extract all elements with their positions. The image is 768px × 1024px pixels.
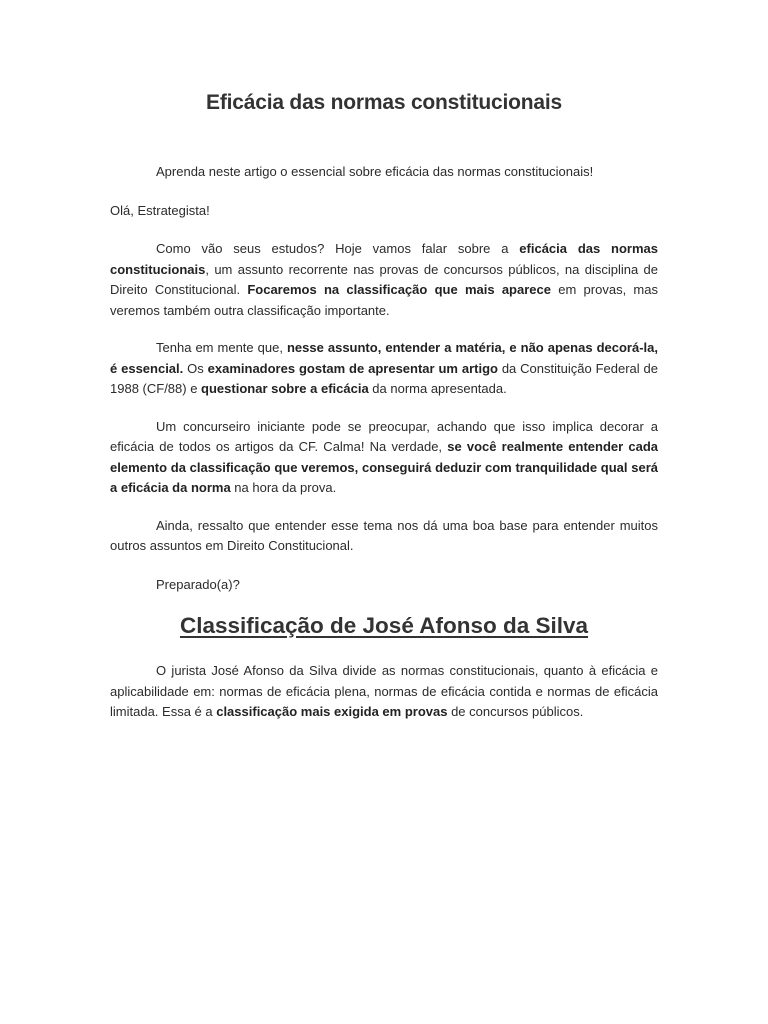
- intro-paragraph: Aprenda neste artigo o essencial sobre eficácia das normas constitucionais!: [156, 164, 594, 179]
- greeting-paragraph: Olá, Estrategista!: [110, 202, 210, 218]
- paragraph-2-text-2: Os: [183, 360, 208, 376]
- paragraph-2-text-4: da norma apresentada.: [368, 381, 507, 396]
- paragraph-3-bold-1: se você realmente entender cada elemento da classificação que veremos, conseguirá deduzir com tranquilidade qual será a eficácia da norma: [110, 439, 658, 495]
- paragraph-6-bold-1: classificação mais exigida em provas: [216, 704, 448, 719]
- paragraph-1-bold-2: Focaremos na classificação que mais aparece: [247, 282, 551, 297]
- document-title: Eficácia das normas constitucionais: [206, 91, 562, 114]
- paragraph-2-bold-2: examinadores gostam de apresentar um artigo: [207, 360, 498, 376]
- paragraph-2: [110, 338, 658, 400]
- paragraph-3-text-2: na hora da prova.: [230, 480, 337, 495]
- paragraph-5: Preparado(a)?: [156, 576, 240, 592]
- paragraph-6-text-1: O jurista José Afonso da Silva divide as normas constitucionais, quanto à eficácia e aplicabilidade em: normas de eficácia plena, normas de eficácia contida e normas de eficácia limitada. Essa é a: [110, 663, 658, 719]
- paragraph-3-text-1: Um concurseiro iniciante pode se preocupar, achando que isso implica decorar a eficácia de todos os artigos da CF. Calma! Na verdade,: [110, 418, 658, 454]
- paragraph-6-text-2: de concursos públicos.: [447, 704, 584, 719]
- paragraph-1-text-3: em provas, mas veremos também outra classificação importante.: [110, 282, 658, 318]
- paragraph-3: [110, 417, 658, 499]
- paragraph-1-text-2: , um assunto recorrente nas provas de concursos públicos, na disciplina de Direito Constitucional.: [110, 261, 658, 297]
- paragraph-6: [110, 661, 658, 723]
- paragraph-2-bold-1: nesse assunto, entender a matéria, e não apenas decorá-la, é essencial.: [110, 340, 658, 376]
- paragraph-1-bold-1: eficácia das normas constitucionais: [110, 241, 658, 277]
- section-title: Classificação de José Afonso da Silva: [179, 613, 589, 638]
- paragraph-4: Ainda, ressalto que entender esse tema nos dá uma boa base para entender muitos outros assuntos em Direito Constitucional.: [110, 517, 658, 553]
- paragraph-2-bold-3: questionar sobre a eficácia: [201, 381, 369, 396]
- paragraph-1-text-1: Como vão seus estudos? Hoje vamos falar sobre a: [156, 241, 520, 256]
- paragraph-2-text-1: Tenha em mente que,: [156, 340, 287, 355]
- paragraph-1: [110, 239, 658, 321]
- paragraph-2-text-3: da Constituição Federal de 1988 (CF/88) e: [110, 360, 658, 396]
